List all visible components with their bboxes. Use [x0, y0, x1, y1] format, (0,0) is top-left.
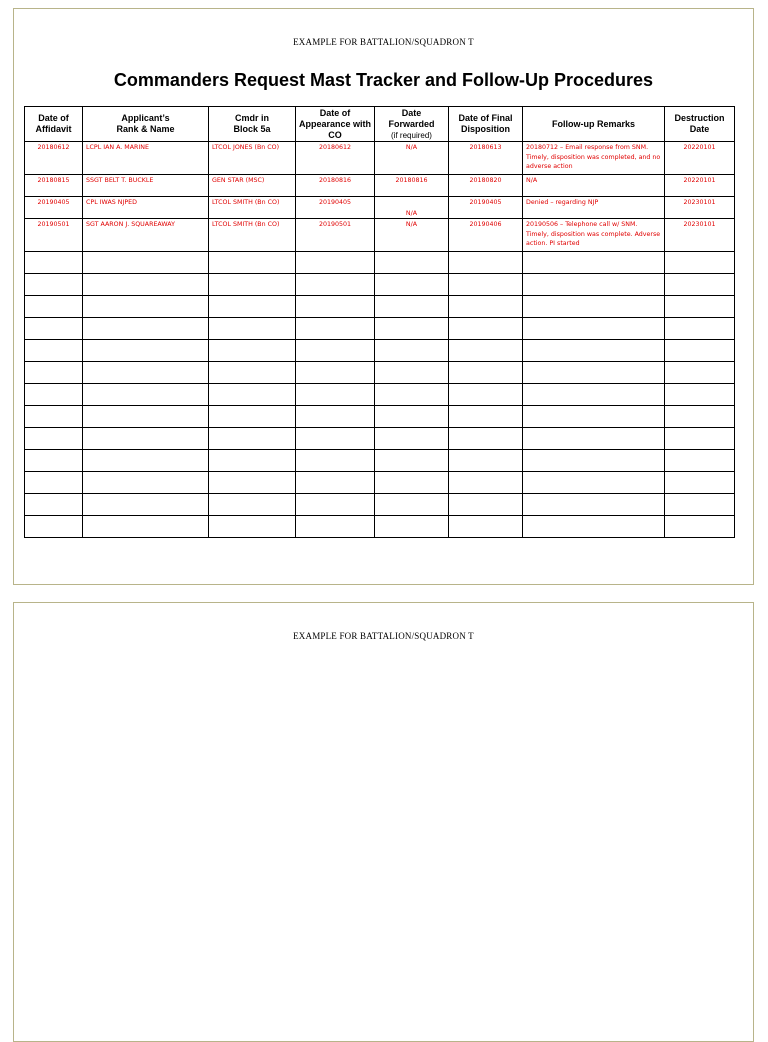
- col-header-line: Applicant’s: [121, 113, 170, 123]
- cell-follow-up-remarks: Denied – regarding NJP: [523, 197, 665, 219]
- cell-date-of-affidavit: [25, 516, 83, 538]
- cell-commander: LTCOL JONES (Bn CO): [209, 142, 296, 175]
- cell-date-final-disposition: [449, 406, 523, 428]
- cell-commander: [209, 450, 296, 472]
- cell-date-forwarded: [375, 406, 449, 428]
- col-header-applicant-rank-name: [83, 107, 209, 142]
- col-header-line: Date: [689, 124, 710, 134]
- cell-date-forwarded: [375, 362, 449, 384]
- col-header-line: Disposition: [461, 124, 510, 134]
- cell-date-final-disposition: [449, 472, 523, 494]
- col-header-cmdr-block-5a: [209, 107, 296, 142]
- col-header-line: Forwarded: [388, 118, 435, 129]
- cell-commander: [209, 472, 296, 494]
- cell-date-forwarded: N/A: [375, 219, 449, 252]
- cell-date-final-disposition: [449, 516, 523, 538]
- cell-date-final-disposition: [449, 384, 523, 406]
- cell-date-of-affidavit: [25, 318, 83, 340]
- cell-applicant: [83, 494, 209, 516]
- cell-date-final-disposition: [449, 340, 523, 362]
- col-header-line: Date of: [38, 113, 69, 123]
- cell-destruction-date: [665, 516, 735, 538]
- cell-date-of-affidavit: [25, 384, 83, 406]
- document-page-2: [13, 602, 754, 1042]
- cell-destruction-date: 20220101: [665, 142, 735, 175]
- cell-date-of-affidavit: [25, 362, 83, 384]
- cell-applicant: SGT AARON J. SQUAREAWAY: [83, 219, 209, 252]
- cell-date-final-disposition: [449, 362, 523, 384]
- empty-table-row: [25, 274, 735, 296]
- cell-follow-up-remarks: [523, 516, 665, 538]
- cell-date-of-appearance: [296, 516, 375, 538]
- cell-date-of-appearance: [296, 472, 375, 494]
- cell-date-of-appearance: 20180612: [296, 142, 375, 175]
- cell-follow-up-remarks: [523, 296, 665, 318]
- cell-date-of-affidavit: [25, 296, 83, 318]
- cell-follow-up-remarks: [523, 318, 665, 340]
- cell-date-of-affidavit: [25, 472, 83, 494]
- cell-date-of-appearance: [296, 296, 375, 318]
- cell-follow-up-remarks: N/A: [523, 175, 665, 197]
- col-header-line: Cmdr in: [234, 113, 269, 123]
- cell-applicant: [83, 428, 209, 450]
- empty-table-row: [25, 252, 735, 274]
- cell-date-of-appearance: [296, 340, 375, 362]
- col-header-follow-up-remarks: [523, 107, 665, 142]
- cell-date-forwarded: [375, 274, 449, 296]
- cell-applicant: SSGT BELT T. BUCKLE: [83, 175, 209, 197]
- cell-applicant: [83, 450, 209, 472]
- empty-table-row: [25, 428, 735, 450]
- cell-commander: [209, 274, 296, 296]
- cell-follow-up-remarks: [523, 340, 665, 362]
- cell-commander: LTCOL SMITH (Bn CO): [209, 219, 296, 252]
- cell-date-final-disposition: [449, 318, 523, 340]
- col-header-line: Destruction: [674, 113, 725, 123]
- cell-date-final-disposition: 20190406: [449, 219, 523, 252]
- cell-date-forwarded: [375, 318, 449, 340]
- cell-commander: LTCOL SMITH (Bn CO): [209, 197, 296, 219]
- cell-applicant: [83, 472, 209, 494]
- cell-date-forwarded: [375, 428, 449, 450]
- cell-date-of-affidavit: [25, 252, 83, 274]
- cell-commander: [209, 516, 296, 538]
- cell-destruction-date: 20230101: [665, 197, 735, 219]
- cell-date-of-affidavit: 20180815: [25, 175, 83, 197]
- cell-date-forwarded: [375, 494, 449, 516]
- cell-commander: [209, 318, 296, 340]
- col-header-line: Appearance with CO: [298, 118, 372, 140]
- cell-applicant: [83, 384, 209, 406]
- cell-date-of-affidavit: [25, 450, 83, 472]
- cell-date-of-appearance: [296, 362, 375, 384]
- cell-follow-up-remarks: [523, 428, 665, 450]
- cell-commander: [209, 406, 296, 428]
- cell-date-of-appearance: [296, 384, 375, 406]
- request-mast-tracker-table: [24, 106, 735, 538]
- cell-destruction-date: [665, 296, 735, 318]
- cell-date-of-affidavit: [25, 428, 83, 450]
- cell-follow-up-remarks: 20180712 – Email response from SNM. Timely, disposition was completed, and no adverse action: [523, 142, 665, 175]
- cell-destruction-date: [665, 252, 735, 274]
- cell-commander: [209, 362, 296, 384]
- empty-table-row: [25, 384, 735, 406]
- cell-destruction-date: [665, 450, 735, 472]
- empty-table-row: [25, 494, 735, 516]
- cell-follow-up-remarks: [523, 494, 665, 516]
- cell-date-forwarded: N/A: [375, 142, 449, 175]
- cell-destruction-date: [665, 384, 735, 406]
- col-header-line: Rank & Name: [116, 124, 175, 134]
- cell-date-final-disposition: [449, 296, 523, 318]
- cell-applicant: [83, 274, 209, 296]
- table-row: [25, 197, 735, 219]
- page-header-note: EXAMPLE FOR BATTALION/SQUADRON T: [293, 631, 474, 641]
- cell-destruction-date: [665, 472, 735, 494]
- cell-applicant: [83, 252, 209, 274]
- cell-date-of-appearance: 20190405: [296, 197, 375, 219]
- cell-destruction-date: [665, 362, 735, 384]
- col-header-line: Affidavit: [35, 124, 72, 134]
- cell-date-of-affidavit: [25, 274, 83, 296]
- cell-applicant: [83, 516, 209, 538]
- cell-date-of-affidavit: [25, 340, 83, 362]
- empty-table-row: [25, 450, 735, 472]
- empty-table-row: [25, 516, 735, 538]
- col-header-destruction-date: [665, 107, 735, 142]
- cell-date-of-appearance: [296, 428, 375, 450]
- cell-date-of-appearance: [296, 494, 375, 516]
- table-row: [25, 142, 735, 175]
- cell-date-final-disposition: 20180820: [449, 175, 523, 197]
- cell-destruction-date: [665, 406, 735, 428]
- cell-date-forwarded: [375, 384, 449, 406]
- cell-date-of-affidavit: [25, 406, 83, 428]
- cell-destruction-date: [665, 494, 735, 516]
- cell-date-forwarded: [375, 252, 449, 274]
- cell-commander: [209, 340, 296, 362]
- cell-date-final-disposition: 20190405: [449, 197, 523, 219]
- cell-date-of-affidavit: 20190405: [25, 197, 83, 219]
- empty-table-row: [25, 296, 735, 318]
- cell-date-of-affidavit: 20180612: [25, 142, 83, 175]
- cell-destruction-date: [665, 274, 735, 296]
- cell-applicant: [83, 318, 209, 340]
- cell-date-forwarded: [375, 516, 449, 538]
- col-header-line: Date of Final: [458, 113, 513, 123]
- cell-date-of-affidavit: [25, 494, 83, 516]
- empty-table-row: [25, 472, 735, 494]
- cell-destruction-date: [665, 318, 735, 340]
- col-header-subnote: (if required): [391, 130, 432, 140]
- empty-table-row: [25, 406, 735, 428]
- cell-applicant: [83, 340, 209, 362]
- cell-applicant: CPL IWAS NJPED: [83, 197, 209, 219]
- cell-date-of-appearance: 20180816: [296, 175, 375, 197]
- cell-date-of-appearance: [296, 406, 375, 428]
- cell-date-of-appearance: 20190501: [296, 219, 375, 252]
- cell-date-final-disposition: [449, 450, 523, 472]
- cell-commander: [209, 296, 296, 318]
- cell-date-of-appearance: [296, 252, 375, 274]
- cell-commander: [209, 428, 296, 450]
- table-header-row: [25, 107, 735, 142]
- cell-follow-up-remarks: [523, 450, 665, 472]
- cell-date-forwarded: 20180816: [375, 175, 449, 197]
- cell-commander: [209, 252, 296, 274]
- cell-date-forwarded: [375, 472, 449, 494]
- col-header-line: Block 5a: [233, 124, 271, 134]
- col-header-date-final-disposition: [449, 107, 523, 142]
- cell-date-of-appearance: [296, 450, 375, 472]
- cell-follow-up-remarks: [523, 384, 665, 406]
- cell-commander: [209, 494, 296, 516]
- cell-commander: [209, 384, 296, 406]
- col-header-line: Date of: [319, 107, 351, 118]
- col-header-line: Date: [401, 107, 422, 118]
- cell-follow-up-remarks: [523, 252, 665, 274]
- cell-applicant: [83, 362, 209, 384]
- cell-destruction-date: 20230101: [665, 219, 735, 252]
- col-header-line: Follow-up Remarks: [551, 118, 635, 129]
- cell-date-final-disposition: 20180613: [449, 142, 523, 175]
- cell-destruction-date: [665, 340, 735, 362]
- col-header-date-forwarded: [375, 107, 449, 142]
- empty-table-row: [25, 362, 735, 384]
- document-title: Commanders Request Mast Tracker and Follow-Up Procedures: [113, 70, 654, 90]
- cell-applicant: [83, 296, 209, 318]
- cell-applicant: LCPL IAN A. MARINE: [83, 142, 209, 175]
- cell-applicant: [83, 406, 209, 428]
- cell-commander: GEN STAR (MSC): [209, 175, 296, 197]
- cell-date-forwarded: [375, 450, 449, 472]
- cell-date-final-disposition: [449, 428, 523, 450]
- cell-date-final-disposition: [449, 274, 523, 296]
- col-header-date-of-appearance: [296, 107, 375, 142]
- cell-date-of-affidavit: 20190501: [25, 219, 83, 252]
- page-header-note: EXAMPLE FOR BATTALION/SQUADRON T: [293, 37, 474, 47]
- cell-follow-up-remarks: [523, 406, 665, 428]
- cell-follow-up-remarks: [523, 274, 665, 296]
- cell-date-of-appearance: [296, 274, 375, 296]
- cell-date-forwarded: [375, 296, 449, 318]
- col-header-date-of-affidavit: [25, 107, 83, 142]
- cell-follow-up-remarks: [523, 362, 665, 384]
- cell-destruction-date: 20220101: [665, 175, 735, 197]
- cell-date-of-appearance: [296, 318, 375, 340]
- cell-destruction-date: [665, 428, 735, 450]
- cell-date-final-disposition: [449, 494, 523, 516]
- cell-follow-up-remarks: [523, 472, 665, 494]
- cell-date-forwarded: N/A: [375, 197, 449, 219]
- empty-table-row: [25, 340, 735, 362]
- cell-date-final-disposition: [449, 252, 523, 274]
- document-page-1: [13, 8, 754, 585]
- table-row: [25, 219, 735, 252]
- table-row: [25, 175, 735, 197]
- cell-date-forwarded: [375, 340, 449, 362]
- empty-table-row: [25, 318, 735, 340]
- cell-follow-up-remarks: 20190506 – Telephone call w/ SNM. Timely, disposition was complete. Adverse action. PI started: [523, 219, 665, 252]
